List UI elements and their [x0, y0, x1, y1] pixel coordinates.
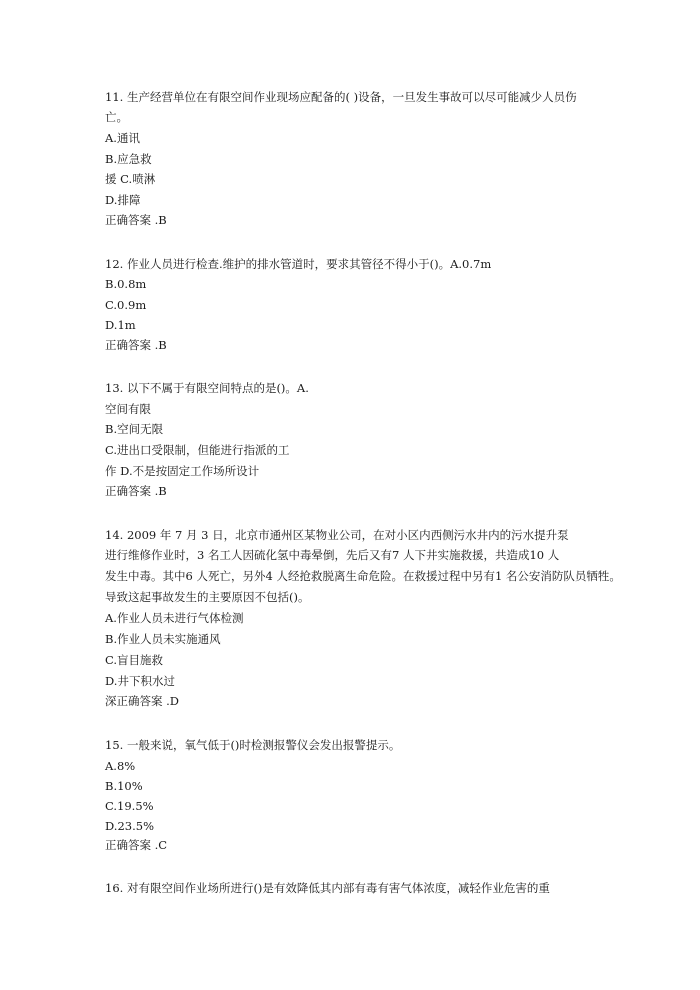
option: B.0.8m [105, 277, 147, 291]
option: C.19.5% [105, 799, 154, 813]
option: 作 D.不是按固定工作场所设计 [105, 464, 260, 478]
option: D.排障 [105, 193, 141, 207]
answer: 正确答案 .C [105, 838, 168, 852]
option: C.进出口受限制，但能进行指派的工 [105, 443, 290, 457]
question-text: 进行维修作业时，3 名工人因硫化氢中毒晕倒，先后又有7 人下井实施救援，共造成10 人 [105, 548, 560, 562]
question-text: 发生中毒。其中6 人死亡，另外4 人经抢救脱离生命危险。在救援过程中另有1 名公安消防队员牺牲。 [105, 569, 621, 583]
option: D.23.5% [105, 819, 154, 833]
option: B.10% [105, 779, 143, 793]
answer: 正确答案 .B [105, 338, 167, 352]
option: A.8% [105, 759, 136, 773]
question-text: 13. 以下不属于有限空间特点的是()。A. [105, 381, 309, 395]
option: 援 C.喷淋 [105, 172, 156, 186]
question-text: 12. 作业人员进行检查.维护的排水管道时，要求其管径不得小于()。A.0.7m [105, 257, 492, 271]
answer: 正确答案 .B [105, 484, 167, 498]
option: A.作业人员未进行气体检测 [105, 611, 244, 625]
question-text: 11. 生产经营单位在有限空间作业现场应配备的( )设备，一旦发生事故可以尽可能减少人员伤 [105, 90, 577, 104]
option: B.作业人员未实施通风 [105, 632, 221, 646]
option: D.1m [105, 318, 136, 332]
option: B.空间无限 [105, 422, 164, 436]
option: D.井下积水过 [105, 674, 175, 688]
answer: 正确答案 .B [105, 213, 167, 227]
question-text: 15. 一般来说，氧气低于()时检测报警仪会发出报警提示。 [105, 738, 401, 752]
answer: 深正确答案 .D [105, 694, 180, 708]
question-text: 14. 2009 年 7 月 3 日，北京市通州区某物业公司，在对小区内西侧污水井内的污水提升泵 [105, 528, 569, 542]
option: C.盲目施救 [105, 653, 164, 667]
option: B.应急救 [105, 152, 152, 166]
question-text: 亡。 [105, 110, 128, 124]
option: C.0.9m [105, 298, 147, 312]
question-text: 导致这起事故发生的主要原因不包括()。 [105, 590, 310, 604]
option: 空间有限 [105, 402, 151, 416]
option: A.通讯 [105, 131, 140, 145]
question-text: 16. 对有限空间作业场所进行()是有效降低其内部有毒有害气体浓度，减轻作业危害的重 [105, 881, 550, 895]
